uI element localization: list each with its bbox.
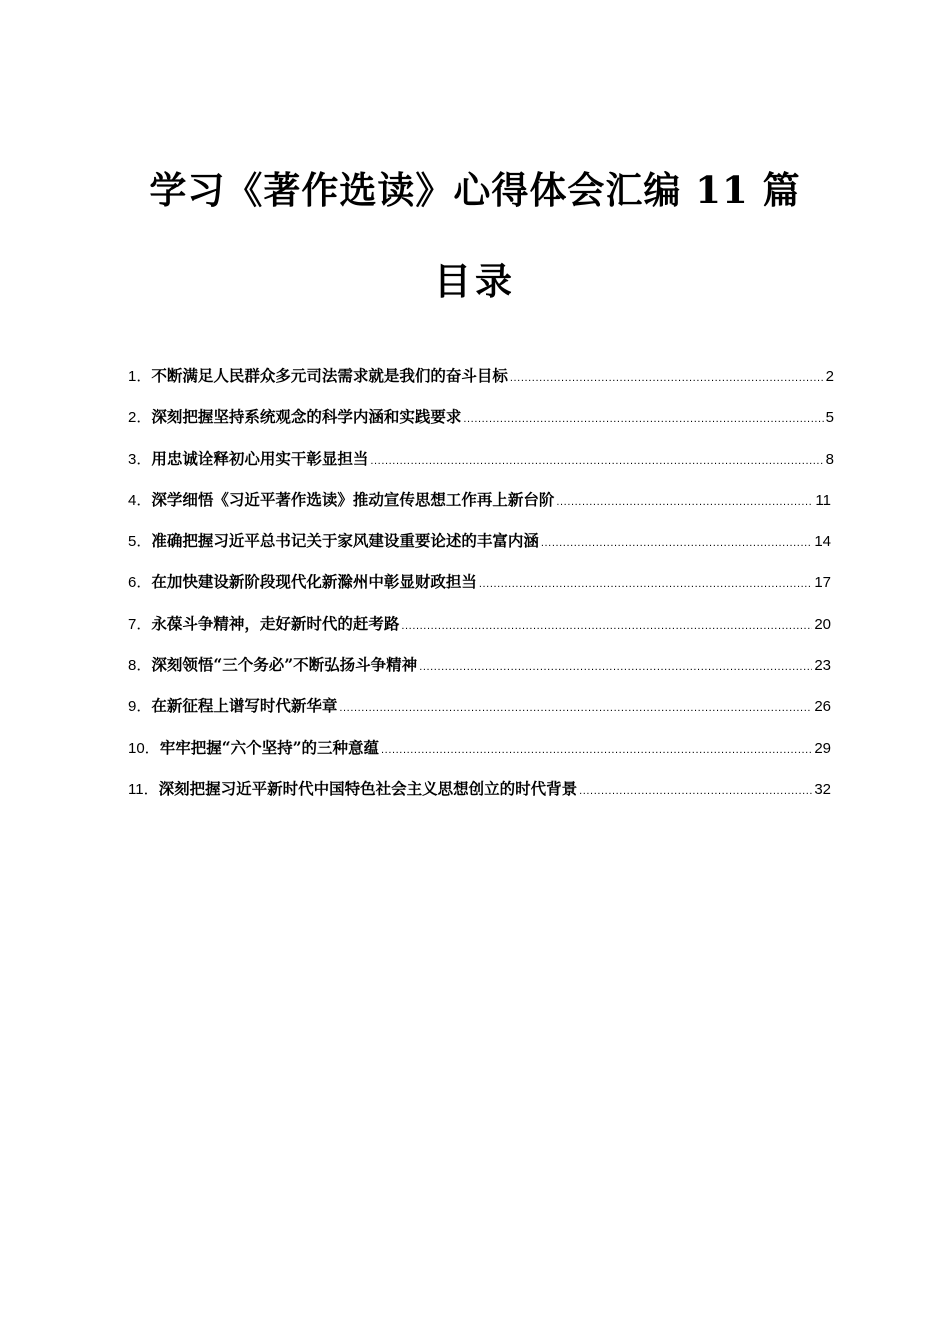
toc-entry-page: 29 (814, 739, 831, 757)
toc-entry[interactable] (128, 568, 831, 609)
dot-leader (339, 694, 812, 722)
toc-entry[interactable] (128, 527, 831, 568)
toc-entry-page: 32 (814, 780, 831, 798)
table-of-contents (128, 362, 834, 816)
toc-entry-number: 6． (128, 574, 152, 592)
toc-entry-number: 9． (128, 698, 152, 716)
toc-entry-title: 深刻把握坚持系统观念的科学内涵和实践要求 (151, 407, 462, 427)
dot-leader (541, 529, 812, 557)
toc-entry-number: 11． (128, 780, 159, 798)
dot-leader (556, 488, 813, 516)
toc-entry[interactable] (128, 610, 831, 651)
toc-entry-title: 用忠诚诠释初心用实干彰显担当 (151, 448, 369, 468)
toc-entry-title: 在新征程上谱写时代新华章 (151, 696, 338, 716)
dot-leader (381, 736, 812, 764)
toc-entry[interactable] (128, 651, 831, 692)
toc-entry-title: 深刻把握习近平新时代中国特色社会主义思想创立的时代背景 (158, 778, 578, 798)
toc-entry-page: 17 (814, 574, 831, 592)
toc-entry-page: 23 (814, 657, 831, 675)
toc-entry-number: 5． (128, 533, 152, 551)
dot-leader (401, 612, 812, 640)
toc-entry[interactable] (128, 692, 831, 733)
dot-leader (370, 447, 823, 475)
toc-entry-number: 2． (128, 409, 152, 427)
toc-entry-number: 10． (128, 739, 160, 757)
dot-leader (479, 570, 812, 598)
toc-entry-title: 在加快建设新阶段现代化新滁州中彰显财政担当 (151, 572, 477, 592)
toc-entry-page: 8 (825, 450, 834, 468)
toc-entry-page: 14 (814, 533, 831, 551)
toc-entry-title: 准确把握习近平总书记关于家风建设重要论述的丰富内涵 (151, 531, 539, 551)
toc-entry[interactable] (128, 445, 834, 486)
toc-entry[interactable] (128, 486, 831, 527)
toc-entry-number: 3． (128, 450, 152, 468)
dot-leader (510, 364, 824, 392)
toc-heading: 目录 (434, 259, 516, 303)
toc-entry[interactable] (128, 775, 831, 816)
dot-leader (419, 653, 812, 681)
toc-entry-title: 牢牢把握“六个坚持”的三种意蕴 (159, 737, 380, 757)
toc-entry-number: 1． (128, 368, 152, 385)
toc-entry-page: 26 (814, 698, 831, 716)
toc-entry-page: 11 (815, 491, 831, 509)
page-title: 学习《著作选读》心得体会汇编 11 篇 (149, 168, 801, 212)
toc-entry-title: 永葆斗争精神，走好新时代的赶考路 (151, 613, 400, 633)
toc-entry-number: 8． (128, 657, 152, 675)
toc-entry-number: 7． (128, 615, 152, 633)
toc-entry-page: 2 (825, 368, 834, 385)
toc-entry-page: 5 (825, 409, 834, 427)
toc-entry[interactable] (128, 734, 831, 775)
toc-entry-title: 深学细悟《习近平著作选读》推动宣传思想工作再上新台阶 (151, 489, 555, 509)
dot-leader (463, 405, 823, 433)
toc-entry-title: 不断满足人民群众多元司法需求就是我们的奋斗目标 (151, 366, 508, 385)
toc-entry-number: 4． (128, 491, 152, 509)
toc-entry-page: 20 (814, 615, 831, 633)
toc-entry[interactable] (128, 403, 834, 444)
toc-entry-title: 深刻领悟“三个务必”不断弘扬斗争精神 (151, 655, 418, 675)
toc-entry[interactable] (128, 362, 834, 403)
dot-leader (579, 777, 812, 805)
